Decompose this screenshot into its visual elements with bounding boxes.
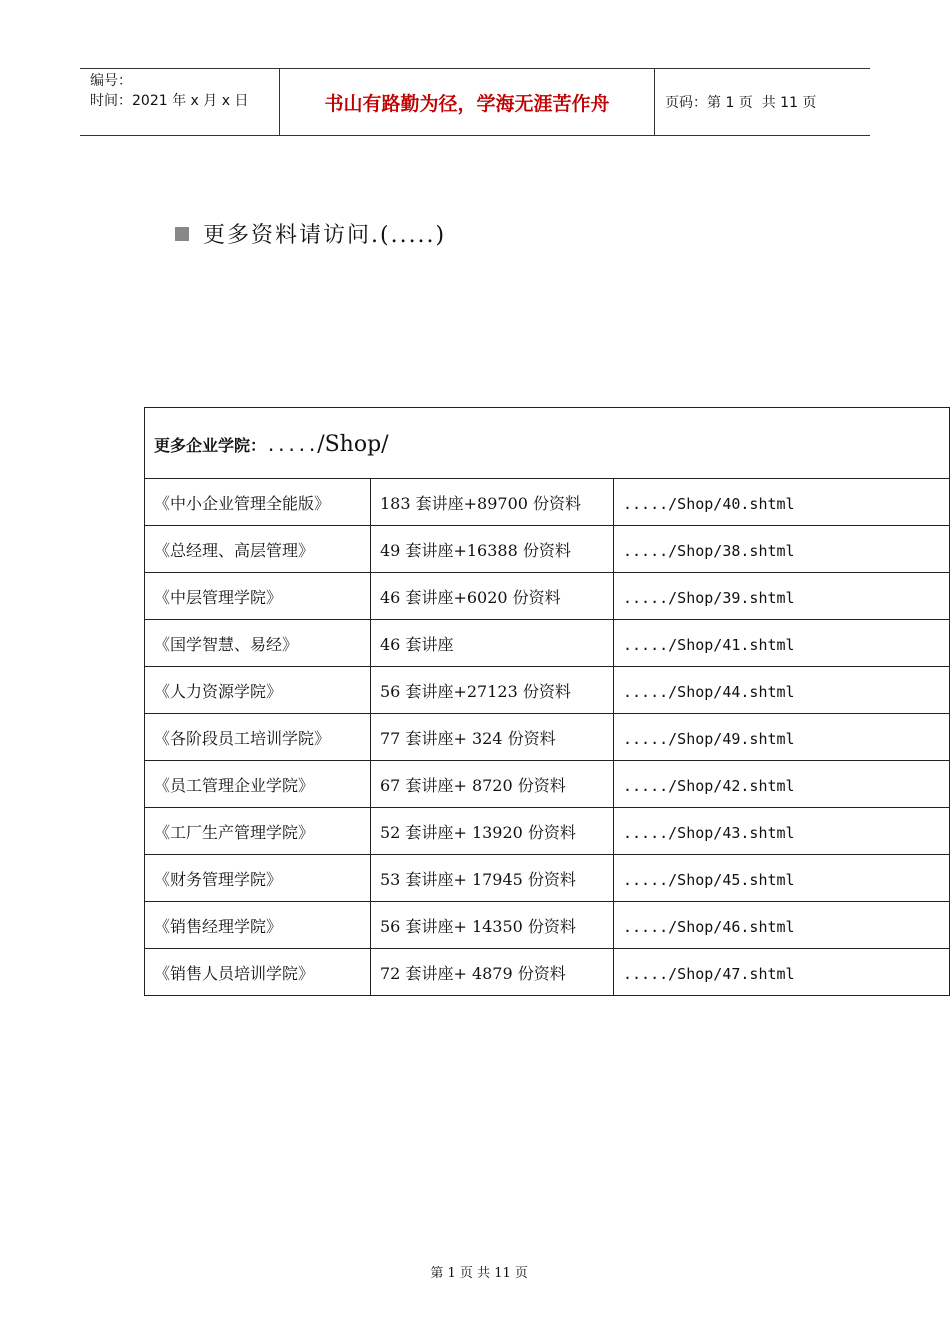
table-row: [145, 667, 950, 714]
course-url-cell[interactable]: ...../Shop/46.shtml: [614, 902, 950, 949]
table-row: [145, 949, 950, 996]
course-name-cell: 《人力资源学院》: [145, 667, 371, 714]
course-url-cell[interactable]: ...../Shop/38.shtml: [614, 526, 950, 573]
course-desc-cell: 56 套讲座+ 14350 份资料: [371, 902, 614, 949]
course-url-cell[interactable]: ...../Shop/45.shtml: [614, 855, 950, 902]
footer-page-text: 第 1 页 共 11 页: [430, 1266, 528, 1281]
table-row: [145, 808, 950, 855]
table-row: [145, 573, 950, 620]
intro-text: 更多资料请访问.(.....): [203, 223, 447, 248]
page-footer: [0, 1247, 950, 1281]
course-url-cell[interactable]: ...../Shop/47.shtml: [614, 949, 950, 996]
heading-path[interactable]: /Shop/: [317, 431, 389, 457]
table-heading: [145, 408, 950, 479]
course-name-cell: 《国学智慧、易经》: [145, 620, 371, 667]
course-desc-cell: 56 套讲座+27123 份资料: [371, 667, 614, 714]
number-label: 编号：: [90, 73, 132, 89]
square-bullet-icon: [175, 227, 189, 241]
academy-table: [144, 407, 950, 996]
page-info-text: 页码：第 1 页 共 11 页: [665, 95, 817, 111]
intro-line: [175, 218, 446, 249]
course-desc-cell: 49 套讲座+16388 份资料: [371, 526, 614, 573]
course-name-cell: 《工厂生产管理学院》: [145, 808, 371, 855]
course-name-cell: 《各阶段员工培训学院》: [145, 714, 371, 761]
table-row: [145, 761, 950, 808]
table-row: [145, 526, 950, 573]
course-desc-cell: 183 套讲座+89700 份资料: [371, 479, 614, 526]
course-desc-cell: 46 套讲座+6020 份资料: [371, 573, 614, 620]
table-row: [145, 620, 950, 667]
header-motto: [280, 69, 655, 135]
table-row: [145, 855, 950, 902]
page-header: [80, 68, 870, 136]
course-name-cell: 《中小企业管理全能版》: [145, 479, 371, 526]
course-name-cell: 《员工管理企业学院》: [145, 761, 371, 808]
course-name-cell: 《销售经理学院》: [145, 902, 371, 949]
course-url-cell[interactable]: ...../Shop/43.shtml: [614, 808, 950, 855]
heading-dots: .....: [266, 435, 318, 456]
course-desc-cell: 72 套讲座+ 4879 份资料: [371, 949, 614, 996]
course-desc-cell: 77 套讲座+ 324 份资料: [371, 714, 614, 761]
table-row: [145, 479, 950, 526]
course-name-cell: 《财务管理学院》: [145, 855, 371, 902]
table-row: [145, 902, 950, 949]
course-url-cell[interactable]: ...../Shop/42.shtml: [614, 761, 950, 808]
time-label: 时间：2021 年 x 月 x 日: [90, 93, 249, 109]
heading-prefix: 更多企业学院：: [154, 435, 267, 455]
course-desc-cell: 67 套讲座+ 8720 份资料: [371, 761, 614, 808]
course-desc-cell: 52 套讲座+ 13920 份资料: [371, 808, 614, 855]
header-meta: [80, 69, 280, 135]
header-page-info: [655, 69, 870, 135]
course-name-cell: 《中层管理学院》: [145, 573, 371, 620]
course-name-cell: 《销售人员培训学院》: [145, 949, 371, 996]
course-url-cell[interactable]: ...../Shop/41.shtml: [614, 620, 950, 667]
course-name-cell: 《总经理、高层管理》: [145, 526, 371, 573]
course-url-cell[interactable]: ...../Shop/44.shtml: [614, 667, 950, 714]
course-url-cell[interactable]: ...../Shop/40.shtml: [614, 479, 950, 526]
table-row: [145, 714, 950, 761]
motto-text: 书山有路勤为径，学海无涯苦作舟: [324, 92, 610, 115]
course-url-cell[interactable]: ...../Shop/49.shtml: [614, 714, 950, 761]
course-url-cell[interactable]: ...../Shop/39.shtml: [614, 573, 950, 620]
table-heading-row: [145, 408, 950, 479]
course-desc-cell: 46 套讲座: [371, 620, 614, 667]
course-desc-cell: 53 套讲座+ 17945 份资料: [371, 855, 614, 902]
